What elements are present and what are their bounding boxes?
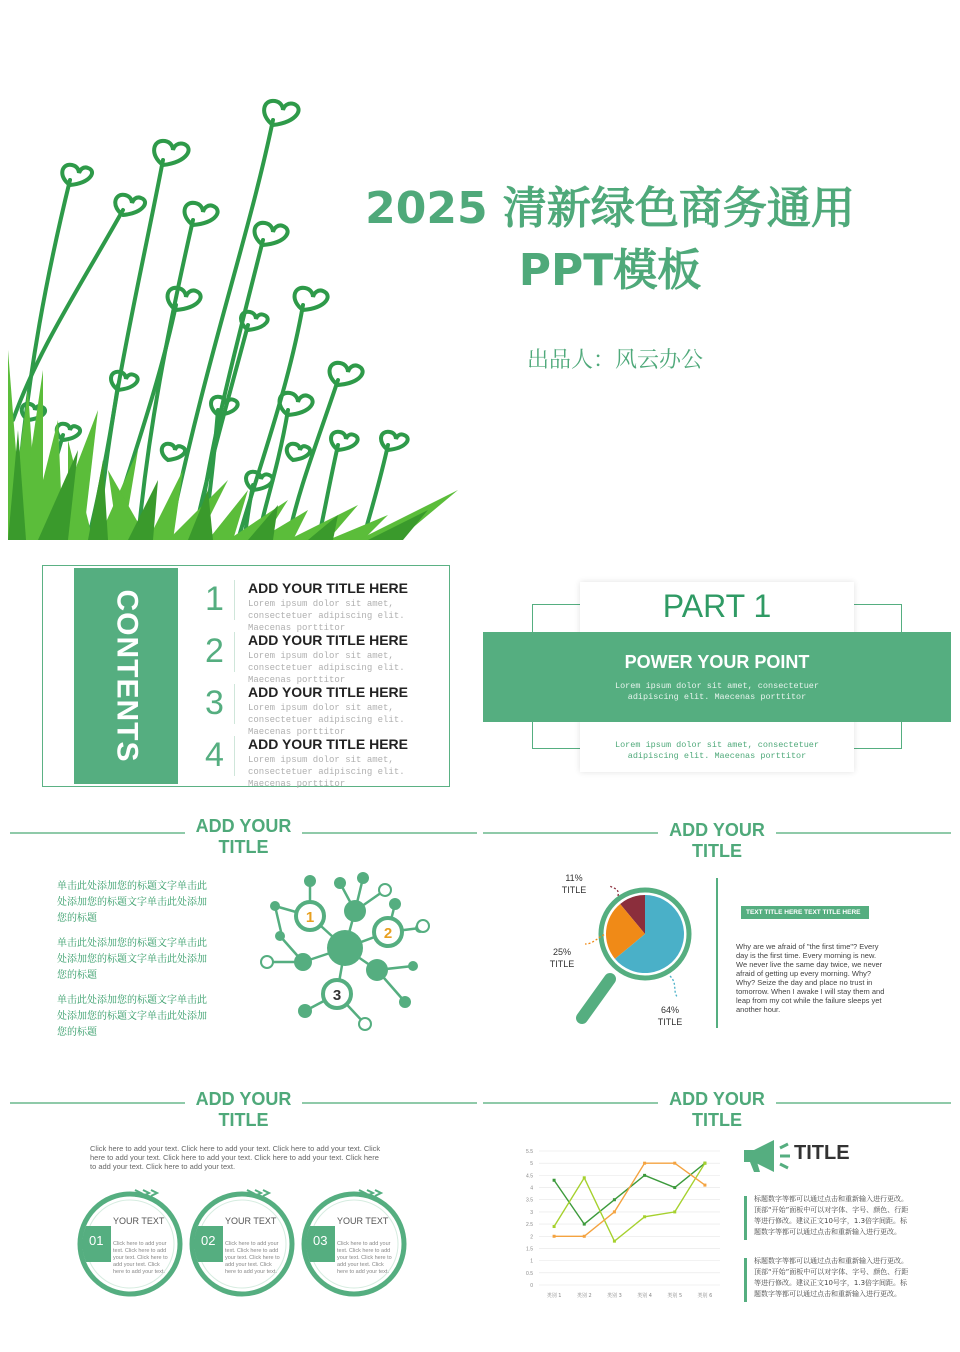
- network-node-label: 3: [332, 987, 342, 1004]
- divider: [234, 580, 235, 620]
- data-point: [673, 1186, 676, 1189]
- contents-item-title: ADD YOUR TITLE HERE: [248, 580, 408, 596]
- section-rule: [483, 832, 658, 834]
- section-title: ADD YOUR TITLE: [669, 1089, 765, 1130]
- section-rule: [302, 1102, 477, 1104]
- step-title: YOUR TEXT: [225, 1216, 277, 1226]
- step-number: 01: [89, 1233, 104, 1248]
- data-point: [583, 1223, 586, 1226]
- step-card: [299, 1186, 409, 1298]
- step-body: Click here to add your text. Click here to add your text. Click here to add your text. Click here to add your text.: [225, 1241, 280, 1275]
- x-tick-label: 类别 2: [576, 1293, 592, 1299]
- x-tick-label: 类别 6: [697, 1293, 713, 1299]
- accent-bar: [744, 1258, 747, 1302]
- side-paragraph: 标题数字等都可以通过点击和重新输入进行更改。顶部“开始”面板中可以对字体、字号、颜色、行距等进行修改。建议正文10号字，1.3倍字间距。标题数字等都可以通过点击和重新输入进行更改。: [754, 1257, 909, 1298]
- y-tick-label: 1.5: [526, 1246, 533, 1253]
- part-foot-text: Lorem ipsum dolor sit amet, consectetuer adipiscing elit. Maecenas porttitor: [614, 740, 820, 761]
- contents-band: [74, 568, 178, 784]
- section-title: ADD YOUR TITLE: [195, 1089, 292, 1130]
- x-tick-label: 类别 5: [667, 1293, 683, 1299]
- data-point: [643, 1174, 646, 1177]
- series-line: [554, 1163, 705, 1241]
- contents-label: CONTENTS: [110, 589, 143, 763]
- contents-item-title: ADD YOUR TITLE HERE: [248, 736, 408, 752]
- contents-slide: [42, 565, 450, 787]
- cover-title: [340, 178, 880, 302]
- steps-intro: Click here to add your text. Click here to add your text. Click here to add your text. Click here to add your text. Click here to add your text. Click here to add your text. Click here to add your text. Click here to add your text.: [90, 1144, 381, 1171]
- data-point: [583, 1176, 586, 1179]
- network-paragraph: 单击此处添加您的标题文字单击此处添加您的标题文字单击此处添加您的标题: [57, 995, 207, 1038]
- contents-item-body: Lorem ipsum dolor sit amet, consectetuer adipiscing elit. Maecenas porttitor: [248, 599, 405, 633]
- cover-title-line1: 2025 清新绿色商务通用: [365, 183, 855, 234]
- data-point: [553, 1225, 556, 1228]
- data-point: [703, 1162, 706, 1165]
- y-tick-label: 2: [530, 1234, 533, 1241]
- divider: [234, 632, 235, 672]
- data-point: [613, 1198, 616, 1201]
- data-point: [643, 1215, 646, 1218]
- contents-item-title: ADD YOUR TITLE HERE: [248, 632, 408, 648]
- cover-title-line2: PPT模板: [518, 245, 702, 296]
- line-chart: [515, 1143, 725, 1303]
- data-point: [553, 1235, 556, 1238]
- data-point: [613, 1240, 616, 1243]
- contents-item-number: 3: [205, 684, 224, 722]
- network-paragraph: 单击此处添加您的标题文字单击此处添加您的标题文字单击此处添加您的标题: [57, 938, 207, 981]
- y-tick-label: 1: [530, 1258, 533, 1265]
- part-title: PART 1: [662, 588, 772, 624]
- y-tick-label: 0.5: [526, 1270, 533, 1277]
- part-band-text: Lorem ipsum dolor sit amet, consectetuer adipiscing elit. Maecenas porttitor: [614, 681, 820, 702]
- x-tick-label: 类别 1: [546, 1293, 562, 1299]
- contents-item-title: ADD YOUR TITLE HERE: [248, 684, 408, 700]
- network-diagram: [255, 866, 440, 1036]
- data-point: [643, 1162, 646, 1165]
- pie-callout: 11% TITLE: [561, 873, 587, 895]
- pie-tag: TEXT TITLE HERE TEXT TITLE HERE: [741, 906, 869, 919]
- y-tick-label: 2.5: [526, 1222, 533, 1229]
- data-point: [553, 1179, 556, 1182]
- y-tick-label: 4: [530, 1185, 533, 1192]
- step-title: YOUR TEXT: [113, 1216, 165, 1226]
- section-rule: [483, 1102, 658, 1104]
- y-tick-label: 0: [530, 1283, 533, 1289]
- step-number: 02: [201, 1233, 216, 1248]
- contents-item-number: 2: [205, 632, 224, 670]
- x-tick-label: 类别 4: [637, 1293, 652, 1299]
- step-body: Click here to add your text. Click here to add your text. Click here to add your text. Click here to add your text.: [337, 1241, 392, 1275]
- y-tick-label: 5: [530, 1161, 533, 1168]
- divider: [234, 736, 235, 776]
- contents-item-number: 4: [205, 736, 224, 774]
- data-point: [703, 1184, 706, 1187]
- cover-author: 出品人：风云办公: [526, 348, 703, 373]
- section-rule: [776, 1102, 951, 1104]
- network-node: [327, 930, 363, 966]
- x-tick-label: 类别 3: [607, 1293, 622, 1299]
- y-tick-label: 4.5: [526, 1173, 533, 1180]
- y-tick-label: 3.5: [526, 1197, 533, 1204]
- data-point: [583, 1235, 586, 1238]
- vertical-divider: [716, 878, 718, 1028]
- side-paragraph: 标题数字等都可以通过点击和重新输入进行更改。顶部“开始”面板中可以对字体、字号、颜色、行距等进行修改。建议正文10号字，1.3倍字间距。标题数字等都可以通过点击和重新输入进行更改。: [754, 1195, 909, 1236]
- section-rule: [10, 832, 185, 834]
- divider: [234, 684, 235, 724]
- network-node-label: 2: [383, 925, 393, 942]
- step-card: [187, 1186, 297, 1298]
- data-point: [673, 1210, 676, 1213]
- section-rule: [302, 832, 477, 834]
- cover-slide: [0, 0, 960, 548]
- megaphone-icon: [740, 1138, 794, 1174]
- accent-bar: [744, 1196, 747, 1240]
- pie-callout: 25% TITLE: [549, 947, 575, 969]
- series-line: [554, 1163, 705, 1224]
- contents-item-number: 1: [205, 580, 224, 618]
- step-number: 03: [313, 1233, 328, 1248]
- section-title: ADD YOUR TITLE: [195, 816, 292, 857]
- part-band: [483, 632, 951, 722]
- heart-flowers-illustration: [8, 90, 468, 540]
- data-point: [613, 1210, 616, 1213]
- step-body: Click here to add your text. Click here to add your text. Click here to add your text. Click here to add your text.: [113, 1241, 168, 1275]
- contents-item-body: Lorem ipsum dolor sit amet, consectetuer adipiscing elit. Maecenas porttitor: [248, 651, 405, 685]
- pie-body-text: Why are we afraid of "the first time"? Every day is the first time. Every morning is new. We never live the same day twice, we never afraid of getting up every morning. Why? Why? Seize the day and place no trust in tomorrow. When I awake I will stay them and leap from my cot while the failure sleeps yet another hour.: [736, 942, 885, 1014]
- step-title: YOUR TEXT: [337, 1216, 389, 1226]
- part-slide: [480, 578, 950, 778]
- pie-callout: 64% TITLE: [657, 1005, 683, 1027]
- part-subtitle: POWER YOUR POINT: [624, 652, 810, 672]
- section-rule: [10, 1102, 185, 1104]
- network-paragraph: 单击此处添加您的标题文字单击此处添加您的标题文字单击此处添加您的标题: [57, 881, 207, 924]
- magnifier-handle: [582, 979, 610, 1018]
- y-tick-label: 3: [530, 1209, 533, 1216]
- side-title: TITLE: [794, 1142, 850, 1164]
- section-title: ADD YOUR TITLE: [669, 820, 765, 861]
- contents-item-body: Lorem ipsum dolor sit amet, consectetuer adipiscing elit. Maecenas porttitor: [248, 703, 405, 737]
- data-point: [673, 1162, 676, 1165]
- section-rule: [776, 832, 951, 834]
- step-card: [75, 1186, 185, 1298]
- network-node-label: 1: [305, 909, 315, 926]
- y-tick-label: 5.5: [526, 1149, 533, 1155]
- contents-item-body: Lorem ipsum dolor sit amet, consectetuer adipiscing elit. Maecenas porttitor: [248, 755, 405, 789]
